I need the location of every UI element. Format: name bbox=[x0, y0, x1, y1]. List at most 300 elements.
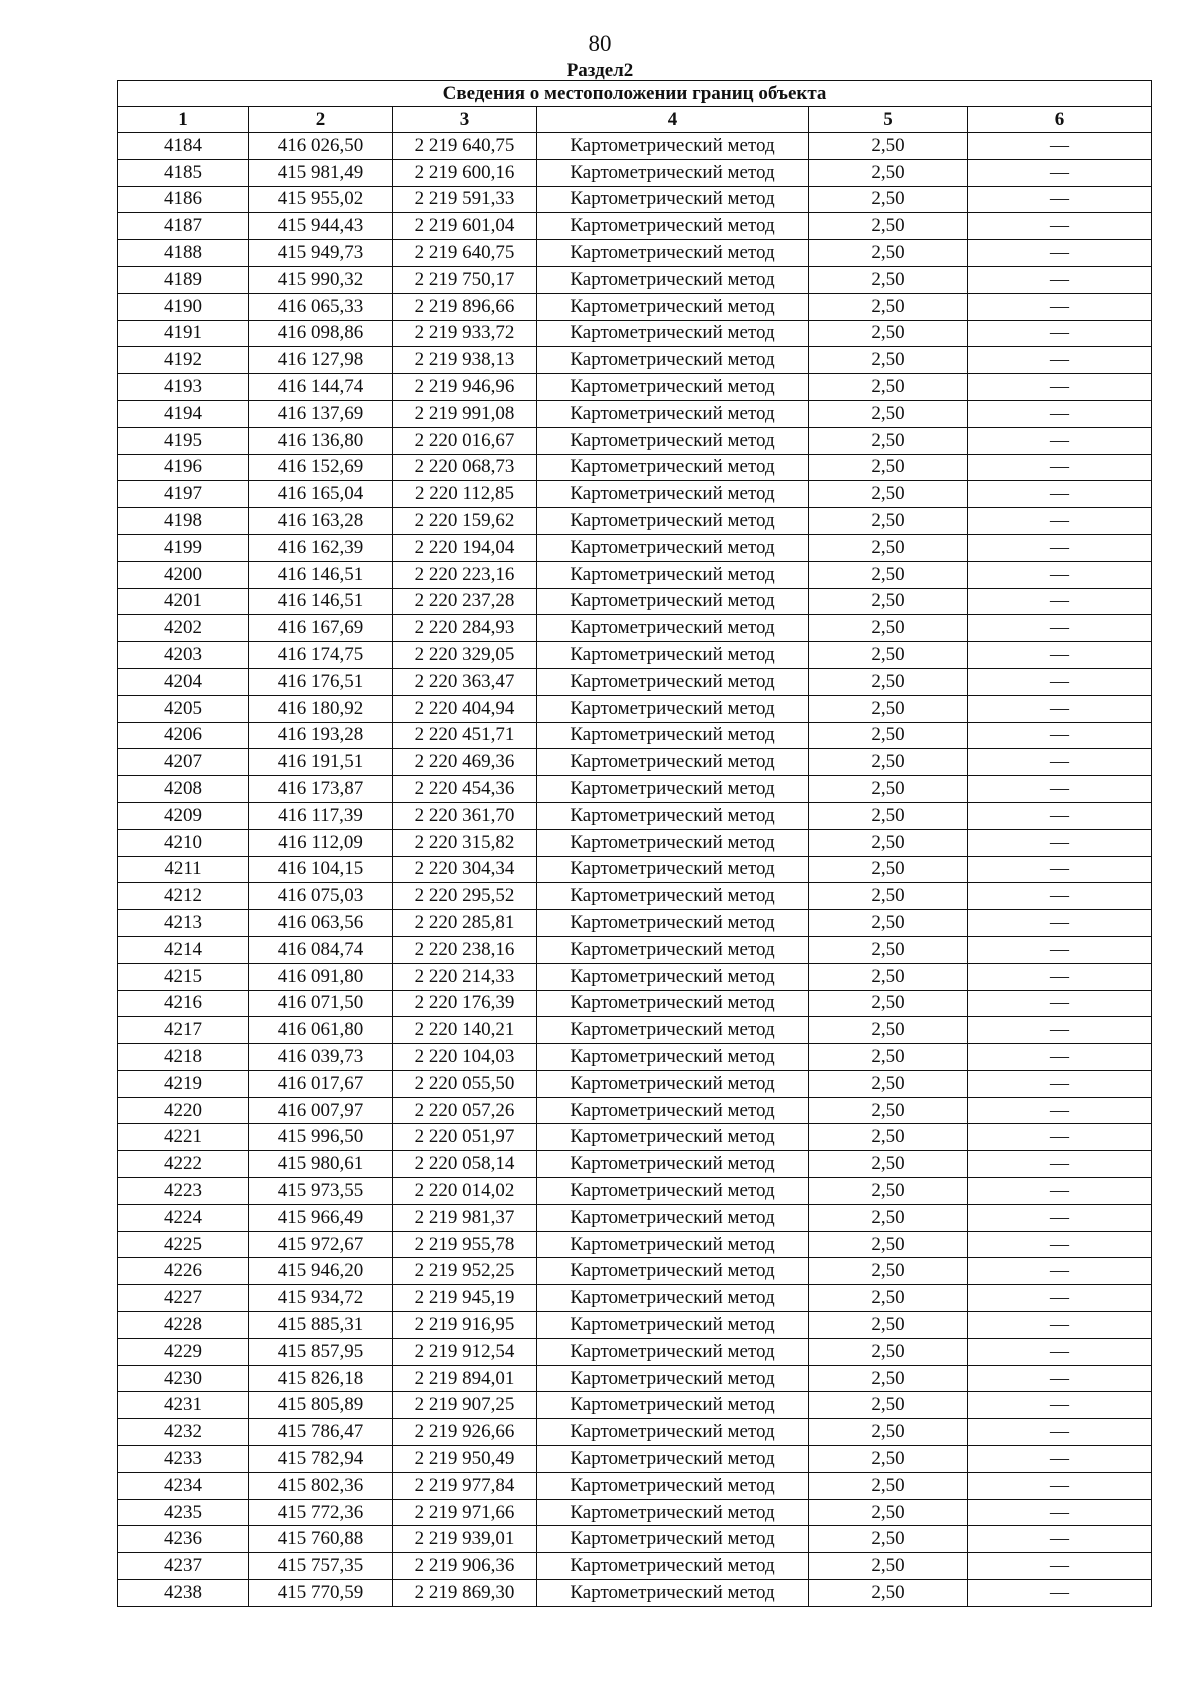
description-cell: — bbox=[968, 990, 1152, 1017]
y-coordinate-cell: 2 219 601,04 bbox=[393, 213, 537, 240]
x-coordinate-cell: 416 104,15 bbox=[249, 856, 393, 883]
x-coordinate-cell: 415 934,72 bbox=[249, 1285, 393, 1312]
x-coordinate-cell: 416 098,86 bbox=[249, 320, 393, 347]
table-row bbox=[118, 1070, 1152, 1097]
table-row bbox=[118, 266, 1152, 293]
method-cell: Картометрический метод bbox=[537, 320, 809, 347]
method-cell: Картометрический метод bbox=[537, 749, 809, 776]
description-cell: — bbox=[968, 561, 1152, 588]
description-cell: — bbox=[968, 1392, 1152, 1419]
table-row bbox=[118, 1365, 1152, 1392]
table-row bbox=[118, 1285, 1152, 1312]
y-coordinate-cell: 2 219 906,36 bbox=[393, 1553, 537, 1580]
table-row bbox=[118, 1231, 1152, 1258]
accuracy-cell: 2,50 bbox=[809, 695, 968, 722]
description-cell: — bbox=[968, 1526, 1152, 1553]
method-cell: Картометрический метод bbox=[537, 454, 809, 481]
table-row bbox=[118, 695, 1152, 722]
page-number: 80 bbox=[588, 31, 612, 56]
x-coordinate-cell: 416 007,97 bbox=[249, 1097, 393, 1124]
description-cell: — bbox=[968, 320, 1152, 347]
point-number-cell: 4230 bbox=[118, 1365, 249, 1392]
method-cell: Картометрический метод bbox=[537, 1070, 809, 1097]
point-number-cell: 4185 bbox=[118, 159, 249, 186]
point-number-cell: 4193 bbox=[118, 374, 249, 401]
description-cell: — bbox=[968, 668, 1152, 695]
description-cell: — bbox=[968, 1017, 1152, 1044]
x-coordinate-cell: 416 146,51 bbox=[249, 588, 393, 615]
description-cell: — bbox=[968, 347, 1152, 374]
point-number-cell: 4191 bbox=[118, 320, 249, 347]
accuracy-cell: 2,50 bbox=[809, 1258, 968, 1285]
description-cell: — bbox=[968, 1285, 1152, 1312]
point-number-cell: 4225 bbox=[118, 1231, 249, 1258]
point-number-cell: 4213 bbox=[118, 910, 249, 937]
y-coordinate-cell: 2 220 295,52 bbox=[393, 883, 537, 910]
y-coordinate-cell: 2 220 469,36 bbox=[393, 749, 537, 776]
description-cell: — bbox=[968, 588, 1152, 615]
method-cell: Картометрический метод bbox=[537, 695, 809, 722]
table-row bbox=[118, 936, 1152, 963]
x-coordinate-cell: 415 805,89 bbox=[249, 1392, 393, 1419]
table-row bbox=[118, 1446, 1152, 1473]
description-cell: — bbox=[968, 159, 1152, 186]
x-coordinate-cell: 416 136,80 bbox=[249, 427, 393, 454]
point-number-cell: 4231 bbox=[118, 1392, 249, 1419]
x-coordinate-cell: 415 772,36 bbox=[249, 1499, 393, 1526]
x-coordinate-cell: 416 165,04 bbox=[249, 481, 393, 508]
table-row bbox=[118, 910, 1152, 937]
method-cell: Картометрический метод bbox=[537, 1097, 809, 1124]
description-cell: — bbox=[968, 1070, 1152, 1097]
point-number-cell: 4192 bbox=[118, 347, 249, 374]
point-number-cell: 4233 bbox=[118, 1446, 249, 1473]
point-number-cell: 4186 bbox=[118, 186, 249, 213]
x-coordinate-cell: 416 091,80 bbox=[249, 963, 393, 990]
description-cell: — bbox=[968, 1580, 1152, 1607]
point-number-cell: 4197 bbox=[118, 481, 249, 508]
column-header: 3 bbox=[393, 107, 537, 133]
accuracy-cell: 2,50 bbox=[809, 776, 968, 803]
method-cell: Картометрический метод bbox=[537, 240, 809, 267]
y-coordinate-cell: 2 220 112,85 bbox=[393, 481, 537, 508]
table-row bbox=[118, 802, 1152, 829]
method-cell: Картометрический метод bbox=[537, 615, 809, 642]
method-cell: Картометрический метод bbox=[537, 159, 809, 186]
x-coordinate-cell: 416 117,39 bbox=[249, 802, 393, 829]
x-coordinate-cell: 416 063,56 bbox=[249, 910, 393, 937]
table-row bbox=[118, 1151, 1152, 1178]
y-coordinate-cell: 2 219 991,08 bbox=[393, 400, 537, 427]
description-cell: — bbox=[968, 133, 1152, 160]
x-coordinate-cell: 415 770,59 bbox=[249, 1580, 393, 1607]
table-row bbox=[118, 1312, 1152, 1339]
x-coordinate-cell: 416 162,39 bbox=[249, 534, 393, 561]
table-row bbox=[118, 615, 1152, 642]
accuracy-cell: 2,50 bbox=[809, 481, 968, 508]
table-row bbox=[118, 508, 1152, 535]
point-number-cell: 4224 bbox=[118, 1204, 249, 1231]
y-coordinate-cell: 2 220 058,14 bbox=[393, 1151, 537, 1178]
method-cell: Картометрический метод bbox=[537, 642, 809, 669]
point-number-cell: 4221 bbox=[118, 1124, 249, 1151]
table-row bbox=[118, 1526, 1152, 1553]
x-coordinate-cell: 415 972,67 bbox=[249, 1231, 393, 1258]
method-cell: Картометрический метод bbox=[537, 1419, 809, 1446]
point-number-cell: 4184 bbox=[118, 133, 249, 160]
y-coordinate-cell: 2 220 285,81 bbox=[393, 910, 537, 937]
method-cell: Картометрический метод bbox=[537, 1499, 809, 1526]
y-coordinate-cell: 2 219 896,66 bbox=[393, 293, 537, 320]
table-title: Сведения о местоположении границ объекта bbox=[118, 81, 1152, 107]
table-row bbox=[118, 990, 1152, 1017]
table-row bbox=[118, 776, 1152, 803]
x-coordinate-cell: 415 980,61 bbox=[249, 1151, 393, 1178]
accuracy-cell: 2,50 bbox=[809, 642, 968, 669]
x-coordinate-cell: 416 193,28 bbox=[249, 722, 393, 749]
y-coordinate-cell: 2 219 916,95 bbox=[393, 1312, 537, 1339]
point-number-cell: 4238 bbox=[118, 1580, 249, 1607]
description-cell: — bbox=[968, 722, 1152, 749]
x-coordinate-cell: 415 946,20 bbox=[249, 1258, 393, 1285]
point-number-cell: 4188 bbox=[118, 240, 249, 267]
x-coordinate-cell: 416 174,75 bbox=[249, 642, 393, 669]
point-number-cell: 4215 bbox=[118, 963, 249, 990]
y-coordinate-cell: 2 220 361,70 bbox=[393, 802, 537, 829]
x-coordinate-cell: 415 973,55 bbox=[249, 1178, 393, 1205]
table-row bbox=[118, 642, 1152, 669]
description-cell: — bbox=[968, 1312, 1152, 1339]
x-coordinate-cell: 416 026,50 bbox=[249, 133, 393, 160]
table-row bbox=[118, 400, 1152, 427]
x-coordinate-cell: 416 146,51 bbox=[249, 561, 393, 588]
accuracy-cell: 2,50 bbox=[809, 454, 968, 481]
point-number-cell: 4226 bbox=[118, 1258, 249, 1285]
accuracy-cell: 2,50 bbox=[809, 1285, 968, 1312]
x-coordinate-cell: 415 981,49 bbox=[249, 159, 393, 186]
method-cell: Картометрический метод bbox=[537, 1526, 809, 1553]
table-row bbox=[118, 213, 1152, 240]
table-row bbox=[118, 427, 1152, 454]
y-coordinate-cell: 2 219 939,01 bbox=[393, 1526, 537, 1553]
y-coordinate-cell: 2 220 223,16 bbox=[393, 561, 537, 588]
table-row bbox=[118, 1472, 1152, 1499]
table-row bbox=[118, 963, 1152, 990]
x-coordinate-cell: 415 885,31 bbox=[249, 1312, 393, 1339]
description-cell: — bbox=[968, 695, 1152, 722]
table-row bbox=[118, 1178, 1152, 1205]
point-number-cell: 4214 bbox=[118, 936, 249, 963]
table-row bbox=[118, 588, 1152, 615]
accuracy-cell: 2,50 bbox=[809, 749, 968, 776]
point-number-cell: 4229 bbox=[118, 1338, 249, 1365]
method-cell: Картометрический метод bbox=[537, 588, 809, 615]
y-coordinate-cell: 2 220 214,33 bbox=[393, 963, 537, 990]
accuracy-cell: 2,50 bbox=[809, 347, 968, 374]
point-number-cell: 4208 bbox=[118, 776, 249, 803]
method-cell: Картометрический метод bbox=[537, 1338, 809, 1365]
table-row bbox=[118, 1338, 1152, 1365]
table-row bbox=[118, 668, 1152, 695]
accuracy-cell: 2,50 bbox=[809, 1204, 968, 1231]
accuracy-cell: 2,50 bbox=[809, 374, 968, 401]
description-cell: — bbox=[968, 802, 1152, 829]
y-coordinate-cell: 2 220 315,82 bbox=[393, 829, 537, 856]
description-cell: — bbox=[968, 642, 1152, 669]
method-cell: Картометрический метод bbox=[537, 1446, 809, 1473]
description-cell: — bbox=[968, 266, 1152, 293]
method-cell: Картометрический метод bbox=[537, 374, 809, 401]
point-number-cell: 4219 bbox=[118, 1070, 249, 1097]
accuracy-cell: 2,50 bbox=[809, 1338, 968, 1365]
x-coordinate-cell: 415 944,43 bbox=[249, 213, 393, 240]
y-coordinate-cell: 2 220 284,93 bbox=[393, 615, 537, 642]
point-number-cell: 4232 bbox=[118, 1419, 249, 1446]
boundary-coordinates-table bbox=[117, 80, 1152, 1607]
x-coordinate-cell: 415 760,88 bbox=[249, 1526, 393, 1553]
accuracy-cell: 2,50 bbox=[809, 1526, 968, 1553]
description-cell: — bbox=[968, 1553, 1152, 1580]
x-coordinate-cell: 415 782,94 bbox=[249, 1446, 393, 1473]
point-number-cell: 4206 bbox=[118, 722, 249, 749]
y-coordinate-cell: 2 219 938,13 bbox=[393, 347, 537, 374]
method-cell: Картометрический метод bbox=[537, 427, 809, 454]
y-coordinate-cell: 2 220 451,71 bbox=[393, 722, 537, 749]
x-coordinate-cell: 416 180,92 bbox=[249, 695, 393, 722]
accuracy-cell: 2,50 bbox=[809, 1472, 968, 1499]
accuracy-cell: 2,50 bbox=[809, 240, 968, 267]
table-row bbox=[118, 186, 1152, 213]
accuracy-cell: 2,50 bbox=[809, 1446, 968, 1473]
y-coordinate-cell: 2 219 955,78 bbox=[393, 1231, 537, 1258]
accuracy-cell: 2,50 bbox=[809, 1097, 968, 1124]
x-coordinate-cell: 416 167,69 bbox=[249, 615, 393, 642]
table-row bbox=[118, 1017, 1152, 1044]
y-coordinate-cell: 2 219 869,30 bbox=[393, 1580, 537, 1607]
method-cell: Картометрический метод bbox=[537, 1365, 809, 1392]
method-cell: Картометрический метод bbox=[537, 1044, 809, 1071]
y-coordinate-cell: 2 220 016,67 bbox=[393, 427, 537, 454]
x-coordinate-cell: 415 786,47 bbox=[249, 1419, 393, 1446]
table-row bbox=[118, 133, 1152, 160]
table-row bbox=[118, 1258, 1152, 1285]
accuracy-cell: 2,50 bbox=[809, 910, 968, 937]
accuracy-cell: 2,50 bbox=[809, 1312, 968, 1339]
description-cell: — bbox=[968, 1472, 1152, 1499]
method-cell: Картометрический метод bbox=[537, 293, 809, 320]
point-number-cell: 4216 bbox=[118, 990, 249, 1017]
accuracy-cell: 2,50 bbox=[809, 963, 968, 990]
point-number-cell: 4189 bbox=[118, 266, 249, 293]
point-number-cell: 4200 bbox=[118, 561, 249, 588]
accuracy-cell: 2,50 bbox=[809, 990, 968, 1017]
description-cell: — bbox=[968, 776, 1152, 803]
description-cell: — bbox=[968, 1204, 1152, 1231]
description-cell: — bbox=[968, 374, 1152, 401]
description-cell: — bbox=[968, 186, 1152, 213]
column-header: 4 bbox=[537, 107, 809, 133]
y-coordinate-cell: 2 220 454,36 bbox=[393, 776, 537, 803]
y-coordinate-cell: 2 219 926,66 bbox=[393, 1419, 537, 1446]
description-cell: — bbox=[968, 1097, 1152, 1124]
accuracy-cell: 2,50 bbox=[809, 1231, 968, 1258]
accuracy-cell: 2,50 bbox=[809, 722, 968, 749]
method-cell: Картометрический метод bbox=[537, 1553, 809, 1580]
description-cell: — bbox=[968, 749, 1152, 776]
accuracy-cell: 2,50 bbox=[809, 1044, 968, 1071]
point-number-cell: 4199 bbox=[118, 534, 249, 561]
x-coordinate-cell: 415 857,95 bbox=[249, 1338, 393, 1365]
x-coordinate-cell: 415 966,49 bbox=[249, 1204, 393, 1231]
method-cell: Картометрический метод bbox=[537, 186, 809, 213]
point-number-cell: 4218 bbox=[118, 1044, 249, 1071]
method-cell: Картометрический метод bbox=[537, 883, 809, 910]
y-coordinate-cell: 2 220 329,05 bbox=[393, 642, 537, 669]
point-number-cell: 4228 bbox=[118, 1312, 249, 1339]
method-cell: Картометрический метод bbox=[537, 1285, 809, 1312]
x-coordinate-cell: 416 039,73 bbox=[249, 1044, 393, 1071]
point-number-cell: 4220 bbox=[118, 1097, 249, 1124]
accuracy-cell: 2,50 bbox=[809, 159, 968, 186]
y-coordinate-cell: 2 220 140,21 bbox=[393, 1017, 537, 1044]
method-cell: Картометрический метод bbox=[537, 266, 809, 293]
accuracy-cell: 2,50 bbox=[809, 936, 968, 963]
x-coordinate-cell: 416 191,51 bbox=[249, 749, 393, 776]
x-coordinate-cell: 416 112,09 bbox=[249, 829, 393, 856]
point-number-cell: 4195 bbox=[118, 427, 249, 454]
table-row bbox=[118, 1553, 1152, 1580]
table-row bbox=[118, 1204, 1152, 1231]
accuracy-cell: 2,50 bbox=[809, 266, 968, 293]
accuracy-cell: 2,50 bbox=[809, 1070, 968, 1097]
x-coordinate-cell: 415 955,02 bbox=[249, 186, 393, 213]
accuracy-cell: 2,50 bbox=[809, 1392, 968, 1419]
description-cell: — bbox=[968, 883, 1152, 910]
table-row bbox=[118, 320, 1152, 347]
description-cell: — bbox=[968, 1044, 1152, 1071]
method-cell: Картометрический метод bbox=[537, 776, 809, 803]
description-cell: — bbox=[968, 910, 1152, 937]
accuracy-cell: 2,50 bbox=[809, 1178, 968, 1205]
y-coordinate-cell: 2 219 907,25 bbox=[393, 1392, 537, 1419]
x-coordinate-cell: 415 990,32 bbox=[249, 266, 393, 293]
y-coordinate-cell: 2 219 946,96 bbox=[393, 374, 537, 401]
description-cell: — bbox=[968, 1499, 1152, 1526]
description-cell: — bbox=[968, 508, 1152, 535]
y-coordinate-cell: 2 219 971,66 bbox=[393, 1499, 537, 1526]
y-coordinate-cell: 2 220 159,62 bbox=[393, 508, 537, 535]
column-header: 1 bbox=[118, 107, 249, 133]
table-row bbox=[118, 561, 1152, 588]
y-coordinate-cell: 2 219 945,19 bbox=[393, 1285, 537, 1312]
method-cell: Картометрический метод bbox=[537, 856, 809, 883]
x-coordinate-cell: 416 084,74 bbox=[249, 936, 393, 963]
table-row bbox=[118, 454, 1152, 481]
column-header: 6 bbox=[968, 107, 1152, 133]
description-cell: — bbox=[968, 1151, 1152, 1178]
y-coordinate-cell: 2 220 194,04 bbox=[393, 534, 537, 561]
point-number-cell: 4207 bbox=[118, 749, 249, 776]
table-row bbox=[118, 1392, 1152, 1419]
table-row bbox=[118, 481, 1152, 508]
table-row bbox=[118, 293, 1152, 320]
table-row bbox=[118, 1097, 1152, 1124]
point-number-cell: 4194 bbox=[118, 400, 249, 427]
y-coordinate-cell: 2 220 176,39 bbox=[393, 990, 537, 1017]
table-row bbox=[118, 1580, 1152, 1607]
table-row bbox=[118, 722, 1152, 749]
x-coordinate-cell: 415 826,18 bbox=[249, 1365, 393, 1392]
x-coordinate-cell: 415 802,36 bbox=[249, 1472, 393, 1499]
point-number-cell: 4211 bbox=[118, 856, 249, 883]
point-number-cell: 4202 bbox=[118, 615, 249, 642]
x-coordinate-cell: 416 061,80 bbox=[249, 1017, 393, 1044]
point-number-cell: 4234 bbox=[118, 1472, 249, 1499]
method-cell: Картометрический метод bbox=[537, 1580, 809, 1607]
point-number-cell: 4198 bbox=[118, 508, 249, 535]
y-coordinate-cell: 2 219 952,25 bbox=[393, 1258, 537, 1285]
method-cell: Картометрический метод bbox=[537, 213, 809, 240]
method-cell: Картометрический метод bbox=[537, 963, 809, 990]
method-cell: Картометрический метод bbox=[537, 508, 809, 535]
x-coordinate-cell: 416 017,67 bbox=[249, 1070, 393, 1097]
method-cell: Картометрический метод bbox=[537, 133, 809, 160]
accuracy-cell: 2,50 bbox=[809, 534, 968, 561]
table-row bbox=[118, 1419, 1152, 1446]
y-coordinate-cell: 2 220 304,34 bbox=[393, 856, 537, 883]
accuracy-cell: 2,50 bbox=[809, 508, 968, 535]
description-cell: — bbox=[968, 1338, 1152, 1365]
table-row bbox=[118, 374, 1152, 401]
description-cell: — bbox=[968, 427, 1152, 454]
accuracy-cell: 2,50 bbox=[809, 1365, 968, 1392]
y-coordinate-cell: 2 219 640,75 bbox=[393, 240, 537, 267]
y-coordinate-cell: 2 220 057,26 bbox=[393, 1097, 537, 1124]
accuracy-cell: 2,50 bbox=[809, 1017, 968, 1044]
method-cell: Картометрический метод bbox=[537, 990, 809, 1017]
description-cell: — bbox=[968, 240, 1152, 267]
method-cell: Картометрический метод bbox=[537, 1124, 809, 1151]
accuracy-cell: 2,50 bbox=[809, 213, 968, 240]
column-header: 2 bbox=[249, 107, 393, 133]
table-row bbox=[118, 1499, 1152, 1526]
column-header-row bbox=[118, 107, 1152, 133]
point-number-cell: 4201 bbox=[118, 588, 249, 615]
accuracy-cell: 2,50 bbox=[809, 1124, 968, 1151]
accuracy-cell: 2,50 bbox=[809, 856, 968, 883]
y-coordinate-cell: 2 220 051,97 bbox=[393, 1124, 537, 1151]
point-number-cell: 4236 bbox=[118, 1526, 249, 1553]
table-row bbox=[118, 883, 1152, 910]
accuracy-cell: 2,50 bbox=[809, 133, 968, 160]
point-number-cell: 4205 bbox=[118, 695, 249, 722]
x-coordinate-cell: 416 127,98 bbox=[249, 347, 393, 374]
x-coordinate-cell: 416 163,28 bbox=[249, 508, 393, 535]
y-coordinate-cell: 2 219 981,37 bbox=[393, 1204, 537, 1231]
y-coordinate-cell: 2 220 055,50 bbox=[393, 1070, 537, 1097]
method-cell: Картометрический метод bbox=[537, 1178, 809, 1205]
y-coordinate-cell: 2 220 237,28 bbox=[393, 588, 537, 615]
method-cell: Картометрический метод bbox=[537, 561, 809, 588]
point-number-cell: 4196 bbox=[118, 454, 249, 481]
table-title-row bbox=[118, 81, 1152, 107]
method-cell: Картометрический метод bbox=[537, 1204, 809, 1231]
accuracy-cell: 2,50 bbox=[809, 400, 968, 427]
y-coordinate-cell: 2 219 933,72 bbox=[393, 320, 537, 347]
table-row bbox=[118, 1124, 1152, 1151]
y-coordinate-cell: 2 219 912,54 bbox=[393, 1338, 537, 1365]
method-cell: Картометрический метод bbox=[537, 1312, 809, 1339]
